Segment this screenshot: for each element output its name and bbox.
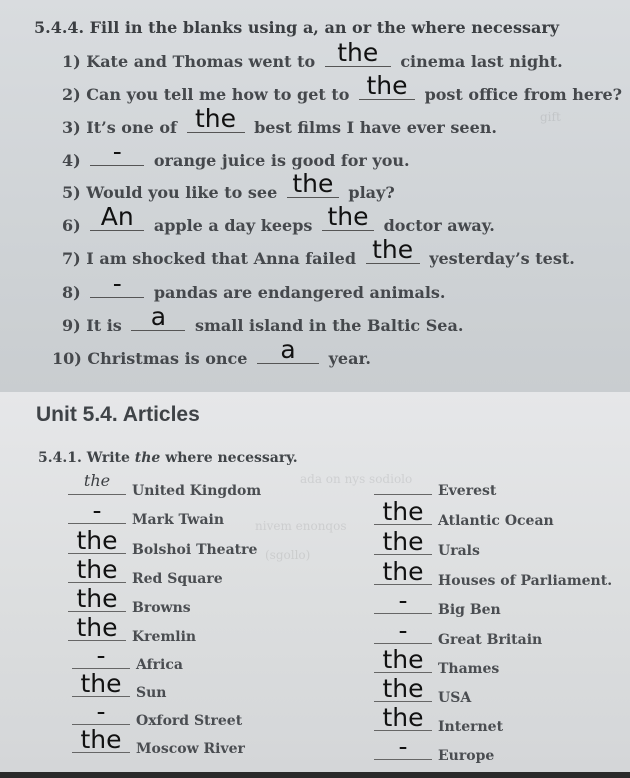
answer-blank <box>374 586 432 615</box>
list-item <box>374 586 501 618</box>
handwritten-answer: the <box>382 497 424 526</box>
handwritten-answer: - <box>398 616 408 645</box>
sentence-text: play? <box>348 183 395 202</box>
item-label: Africa <box>136 657 183 673</box>
handwritten-answer: the <box>382 645 424 674</box>
answer-blank <box>90 202 144 231</box>
item-label: Bolshoi Theatre <box>132 542 258 558</box>
answer-blank <box>374 497 432 526</box>
answer-blank <box>287 169 339 198</box>
sentence-text: year. <box>328 349 371 368</box>
item-label: Kremlin <box>132 629 197 645</box>
handwritten-answer: the <box>76 584 118 613</box>
handwritten-answer: the <box>76 613 118 642</box>
item-label: Big Ben <box>438 602 501 618</box>
sentence-text: I am shocked that Anna failed <box>86 249 357 268</box>
answer-blank <box>68 555 126 584</box>
item-label: Sun <box>136 685 167 701</box>
sentence-2 <box>62 71 623 104</box>
answer-blank <box>90 137 144 166</box>
sentence-3 <box>62 104 497 137</box>
handwritten-answer: the <box>382 557 424 586</box>
item-label: Thames <box>438 661 500 677</box>
answer-blank <box>322 202 374 231</box>
sentence-7 <box>62 235 575 268</box>
item-label: Oxford Street <box>136 713 243 729</box>
answer-blank <box>325 38 391 67</box>
sentence-9 <box>62 302 464 335</box>
sentence-text: orange juice is good for you. <box>153 151 410 170</box>
item-number: 8) <box>62 283 81 302</box>
answer-blank <box>374 732 432 761</box>
title-text: 5.4.1. Write <box>38 450 135 466</box>
item-label: Great Britain <box>438 632 543 648</box>
list-item <box>374 557 613 589</box>
list-item <box>72 725 245 757</box>
handwritten-answer: the <box>80 725 122 754</box>
sentence-1 <box>62 38 563 71</box>
sentence-text: best films I have ever seen. <box>254 118 497 137</box>
show-through-text: gift <box>540 110 561 124</box>
sentence-text: apple a day keeps <box>153 216 313 235</box>
answer-blank <box>187 104 245 133</box>
handwritten-answer: - <box>398 732 408 761</box>
handwritten-answer: - <box>112 137 122 166</box>
handwritten-answer: the <box>76 526 118 555</box>
handwritten-answer: the <box>194 104 237 133</box>
show-through-text: ada on nys sodiolo <box>300 472 413 486</box>
title-text: where necessary. <box>160 450 298 466</box>
answer-blank <box>131 302 185 331</box>
item-label: Red Square <box>132 571 223 587</box>
answer-blank <box>359 71 415 100</box>
exercise-title <box>38 450 298 466</box>
item-label: Atlantic Ocean <box>438 513 554 529</box>
sentence-text: cinema last night. <box>400 52 563 71</box>
sentence-text: Can you tell me how to get to <box>86 85 350 104</box>
answer-blank <box>72 725 130 754</box>
item-number: 4) <box>62 151 81 170</box>
sentence-text: It is <box>86 316 122 335</box>
answer-blank <box>374 557 432 586</box>
handwritten-answer: the <box>80 669 122 698</box>
answer-blank <box>374 527 432 556</box>
item-number: 9) <box>62 316 81 335</box>
item-label: Europe <box>438 748 495 764</box>
answer-blank <box>374 616 432 645</box>
list-item <box>374 703 504 735</box>
answer-blank <box>72 669 130 698</box>
answer-blank <box>374 645 432 674</box>
answer-blank <box>72 697 130 726</box>
item-number: 7) <box>62 249 81 268</box>
handwritten-answer: the <box>337 38 379 67</box>
answer-blank <box>366 235 420 264</box>
sentence-text: It’s one of <box>86 118 177 137</box>
handwritten-answer: the <box>366 71 408 100</box>
sentence-text: Kate and Thomas went to <box>86 52 316 71</box>
answer-blank <box>68 526 126 555</box>
answer-blank <box>72 641 130 670</box>
item-number: 5) <box>62 183 81 202</box>
handwritten-answer: - <box>112 269 122 298</box>
sentence-6 <box>62 202 495 235</box>
show-through-text: nivem enonqos <box>255 519 347 533</box>
unit-title: Unit 5.4. Articles <box>36 403 200 426</box>
item-number: 3) <box>62 118 81 137</box>
sentence-text: post office from here? <box>424 85 623 104</box>
sentence-5 <box>62 169 395 202</box>
handwritten-answer: the <box>382 703 424 732</box>
item-label: Moscow River <box>136 741 245 757</box>
sentence-10 <box>52 335 371 368</box>
sentence-text: Would you like to see <box>86 183 278 202</box>
item-label: Browns <box>132 600 191 616</box>
answer-blank <box>90 269 144 298</box>
item-label: Everest <box>438 483 497 499</box>
answer-blank <box>374 674 432 703</box>
item-number: 2) <box>62 85 81 104</box>
item-label: USA <box>438 690 472 706</box>
sentence-text: doctor away. <box>383 216 495 235</box>
item-label: United Kingdom <box>132 483 262 499</box>
item-number: 1) <box>62 52 81 71</box>
handwritten-answer: - <box>92 496 102 525</box>
handwritten-answer: the <box>372 235 414 264</box>
item-label: Urals <box>438 543 480 559</box>
handwritten-answer: An <box>100 202 134 231</box>
handwritten-answer: the <box>292 169 334 198</box>
answer-blank <box>68 471 126 495</box>
handwritten-answer: a <box>280 335 296 364</box>
handwritten-answer: the <box>83 471 111 490</box>
answer-blank <box>68 496 126 525</box>
item-number: 6) <box>62 216 81 235</box>
list-item <box>374 732 495 764</box>
handwritten-answer: a <box>150 302 167 331</box>
handwritten-answer: the <box>382 527 424 556</box>
handwritten-answer: the <box>327 202 369 231</box>
handwritten-answer: - <box>96 641 106 670</box>
item-label: Internet <box>438 719 504 735</box>
sentence-text: Christmas is once <box>87 349 248 368</box>
answer-blank <box>68 613 126 642</box>
sentence-4 <box>62 137 410 170</box>
handwritten-answer: - <box>398 586 408 615</box>
handwritten-answer: the <box>382 674 424 703</box>
answer-blank <box>68 584 126 613</box>
sentence-text: small island in the Baltic Sea. <box>194 316 464 335</box>
handwritten-answer: - <box>96 697 106 726</box>
handwritten-answer: the <box>76 555 118 584</box>
item-label: Houses of Parliament. <box>438 573 613 589</box>
title-emphasis: the <box>134 450 161 466</box>
answer-blank <box>374 480 432 495</box>
sentence-text: yesterday’s test. <box>429 249 575 268</box>
answer-blank <box>257 335 319 364</box>
answer-blank <box>374 703 432 732</box>
sentence-8 <box>62 269 446 302</box>
sentence-text: pandas are endangered animals. <box>153 283 446 302</box>
page-edge <box>0 772 630 778</box>
exercise-title: 5.4.4. Fill in the blanks using a, an or the where necessary <box>34 18 560 37</box>
item-number: 10) <box>52 349 82 368</box>
item-label: Mark Twain <box>132 512 225 528</box>
show-through-text: (sgollo) <box>265 548 311 562</box>
